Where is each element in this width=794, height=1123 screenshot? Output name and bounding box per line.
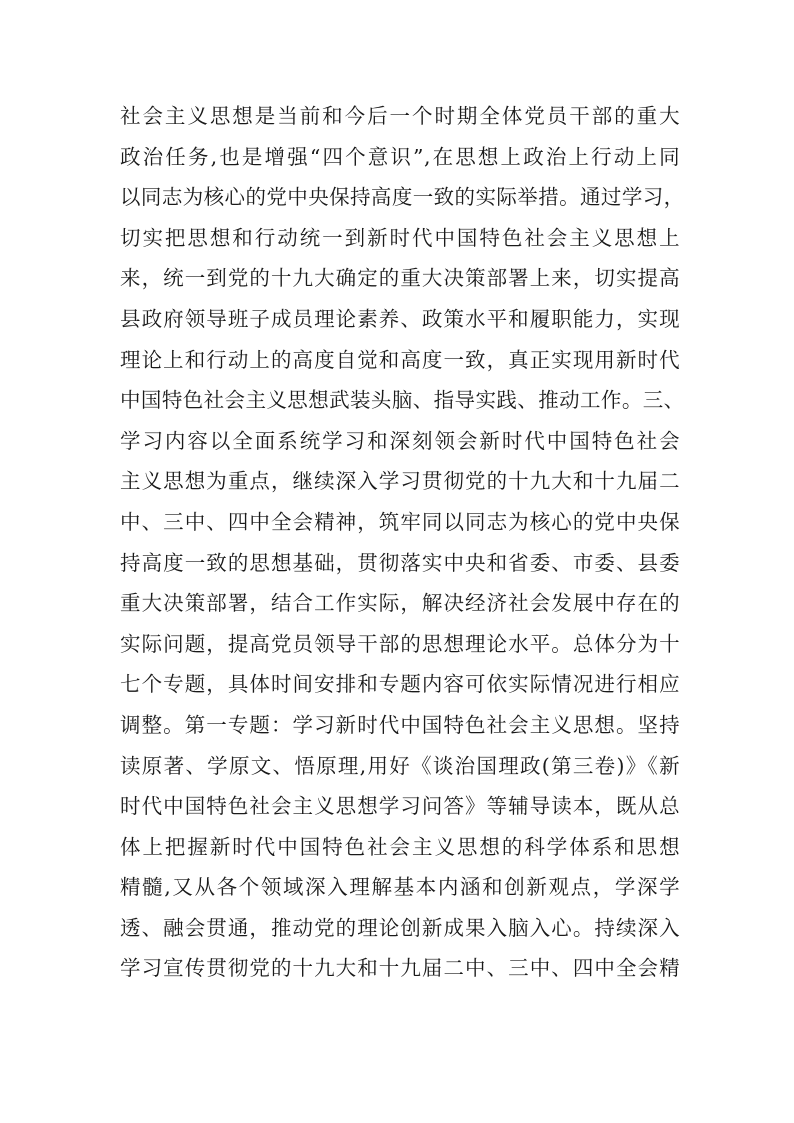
text-line-7: 理论上和行动上的高度自觉和高度一致，真正实现用新时代 [120,347,680,372]
text-line-12: 持高度一致的思想基础，贯彻落实中央和省委、市委、县委 [120,550,680,575]
text-line-2: 政治任务,也是增强“四个意识”,在思想上政治上行动上同 [120,144,680,169]
text-line-4: 切实把思想和行动统一到新时代中国特色社会主义思想上 [120,225,680,250]
text-line-8: 中国特色社会主义思想武装头脑、指导实践、推动工作。三、 [120,388,685,413]
text-line-14: 实际问题，提高党员领导干部的思想理论水平。总体分为十 [120,631,680,656]
text-line-20: 精髓,又从各个领域深入理解基本内涵和创新观点，学深学 [120,875,680,900]
text-line-19: 体上把握新时代中国特色社会主义思想的科学体系和思想 [120,834,680,859]
text-line-3: 以同志为核心的党中央保持高度一致的实际举措。通过学习， [120,185,685,210]
text-line-1: 社会主义思想是当前和今后一个时期全体党员干部的重大 [120,104,680,128]
text-line-15: 七个专题，具体时间安排和专题内容可依实际情况进行相应 [120,672,680,697]
text-line-22: 学习宣传贯彻党的十九大和十九届二中、三中、四中全会精 [120,956,680,981]
text-line-17: 读原著、学原文、悟原理,用好《谈治国理政(第三卷)》《新 [120,753,680,778]
text-line-13: 重大决策部署，结合工作实际，解决经济社会发展中存在的 [120,591,680,616]
text-line-11: 中、三中、四中全会精神，筑牢同以同志为核心的党中央保 [120,509,680,534]
text-line-5: 来，统一到党的十九大确定的重大决策部署上来，切实提高 [120,266,680,291]
text-line-6: 县政府领导班子成员理论素养、政策水平和履职能力，实现 [120,306,680,331]
text-line-9: 学习内容以全面系统学习和深刻领会新时代中国特色社会 [120,428,680,453]
body-paragraph [120,96,685,989]
text-line-21: 透、融会贯通，推动党的理论创新成果入脑入心。持续深入 [120,915,680,940]
text-line-10: 主义思想为重点，继续深入学习贯彻党的十九大和十九届二 [120,469,680,494]
text-line-18: 时代中国特色社会主义思想学习问答》等辅导读本，既从总 [120,794,680,819]
text-line-16: 调整。第一专题：学习新时代中国特色社会主义思想。坚持 [120,712,680,737]
